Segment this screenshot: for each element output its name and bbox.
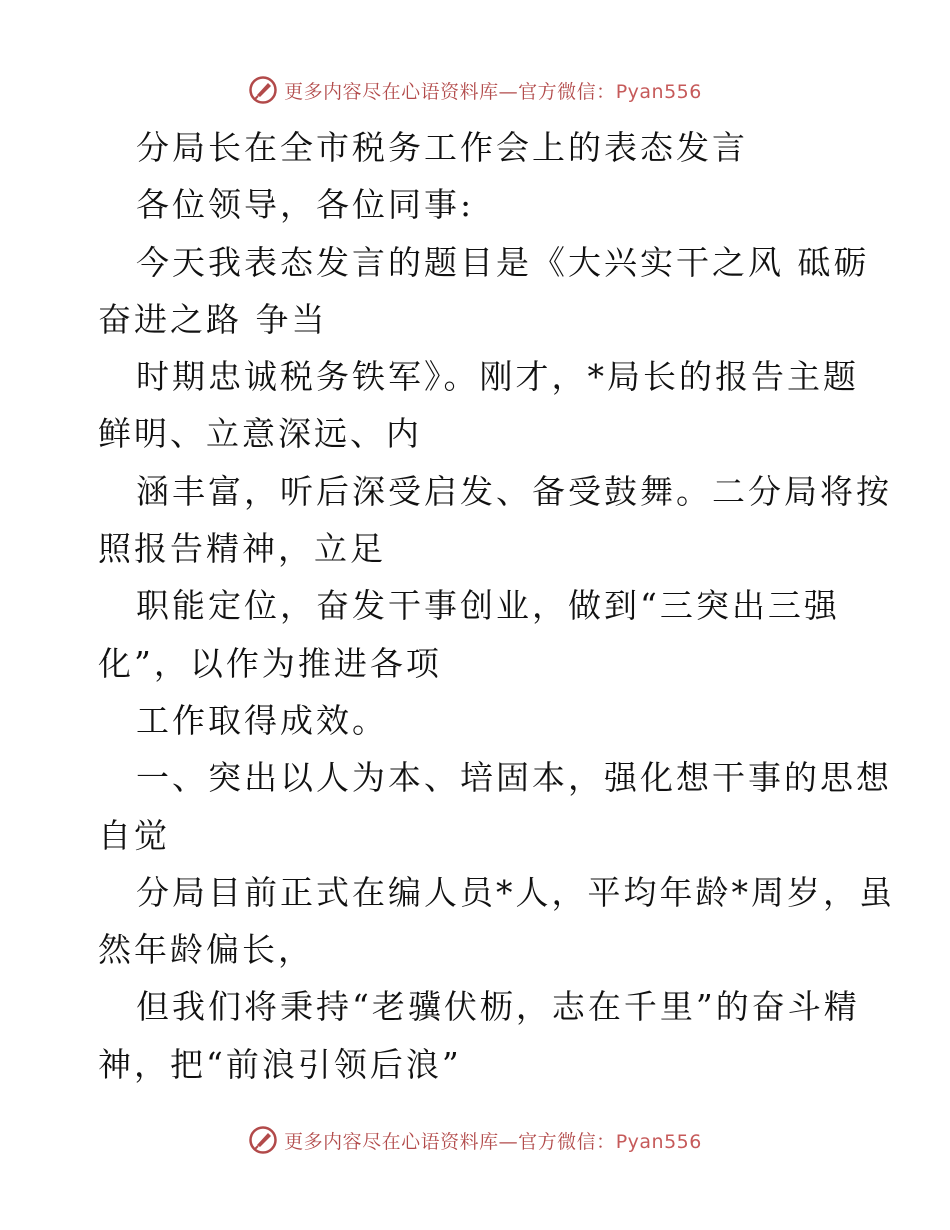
banner-wechat-id: Pyan556 [615, 1130, 702, 1153]
document-line: 各位领导，各位同事: [136, 185, 475, 225]
header-banner [0, 70, 950, 110]
document-body [98, 119, 895, 1093]
banner-wechat-id: Pyan556 [615, 80, 702, 103]
banner-text [284, 77, 702, 104]
document-line: 工作取得成效。 [136, 700, 388, 740]
logo-icon [248, 75, 278, 105]
document-line: 分局长在全市税务工作会上的表态发言 [136, 128, 748, 167]
banner-text [284, 1127, 702, 1154]
document-line: 鲜明、立意深远、内 [98, 414, 422, 454]
document-line: 自觉 [98, 815, 170, 855]
document-line: 奋进之路 争当 [98, 299, 328, 339]
document-line: 但我们将秉持“老骥伏枥，志在千里”的奋斗精 [136, 987, 860, 1027]
banner-site-text: 更多内容尽在心语资料库 [284, 1130, 499, 1153]
document-line: 一、突出以人为本、培固本，强化想干事的思想 [136, 758, 892, 798]
banner-wechat-label: 官方微信： [518, 1130, 616, 1153]
document-line: 今天我表态发言的题目是《大兴实干之风 砥砺 [136, 242, 870, 282]
banner-dash: — [498, 1130, 519, 1153]
logo-icon [248, 1125, 278, 1155]
document-line: 涵丰富，听后深受启发、备受鼓舞。二分局将按 [136, 471, 892, 511]
banner-dash: — [498, 80, 519, 103]
document-line: 化”，以作为推进各项 [98, 643, 442, 683]
document-line: 时期忠诚税务铁军》。刚才，*局长的报告主题 [136, 357, 859, 397]
banner-site-text: 更多内容尽在心语资料库 [284, 80, 499, 103]
document-line: 职能定位，奋发干事创业，做到“三突出三强 [136, 586, 840, 626]
document-line: 照报告精神，立足 [98, 529, 386, 569]
banner-wechat-label: 官方微信： [518, 80, 616, 103]
footer-banner [0, 1120, 950, 1160]
document-line: 神，把“前浪引领后浪” [98, 1044, 462, 1084]
document-line: 然年龄偏长， [98, 930, 314, 970]
document-line: 分局目前正式在编人员*人，平均年龄*周岁，虽 [136, 872, 895, 912]
